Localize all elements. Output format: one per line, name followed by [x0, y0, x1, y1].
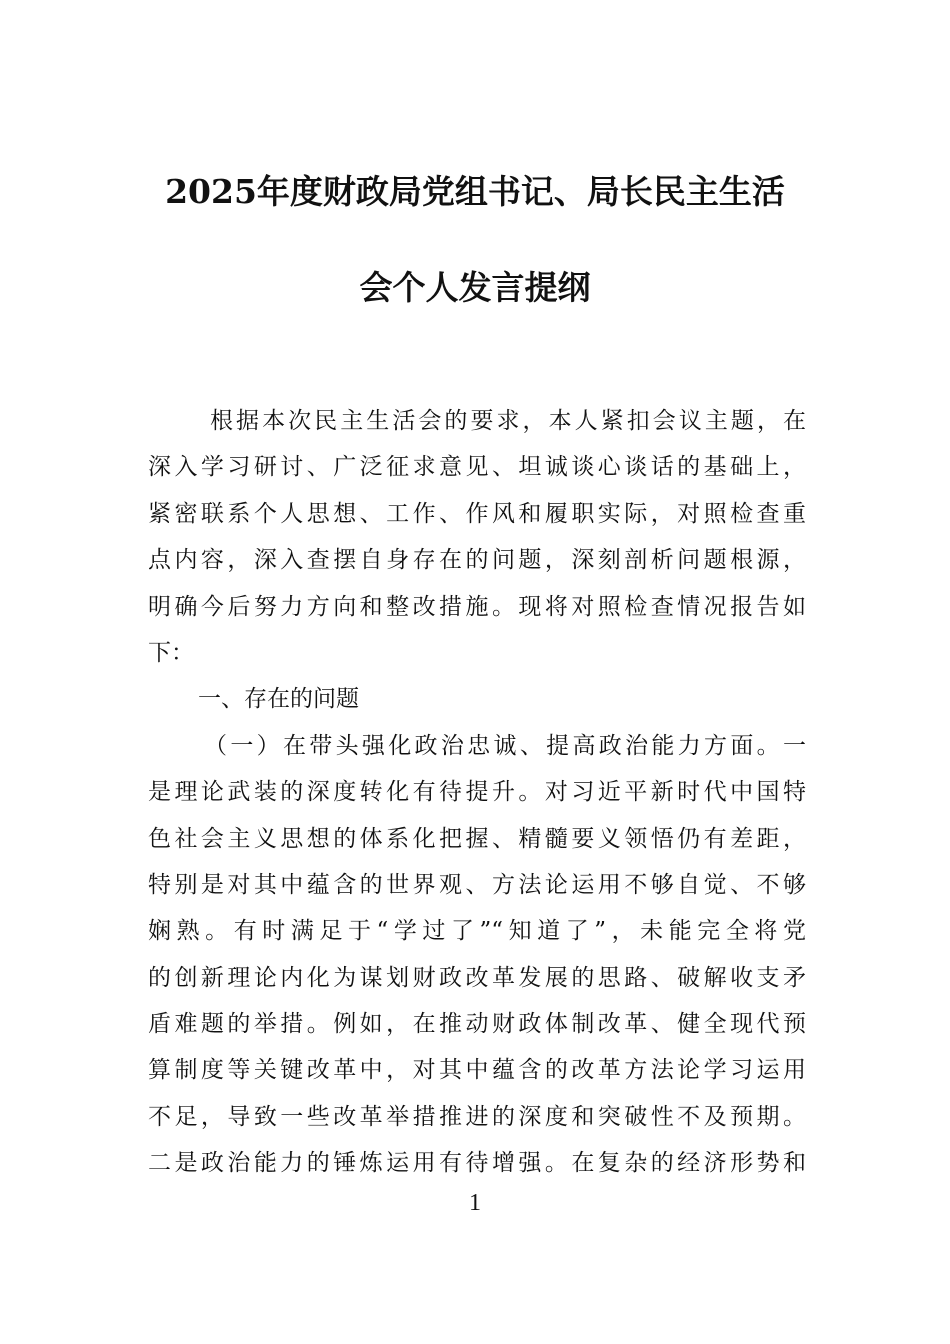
section-line: 算制度等关键改革中，对其中蕴含的改革方法论学习运用 — [148, 1057, 806, 1084]
document-title-line-2: 会个人发言提纲 — [359, 268, 591, 307]
section-line: 特别是对其中蕴含的世界观、方法论运用不够自觉、不够 — [148, 871, 806, 898]
page-number: 1 — [469, 1190, 481, 1216]
section-line: （一）在带头强化政治忠诚、提高政治能力方面。一 — [204, 732, 806, 759]
intro-line: 点内容，深入查摆自身存在的问题，深刻剖析问题根源， — [148, 547, 806, 574]
section-line: 不足，导致一些改革举措推进的深度和突破性不及预期。 — [148, 1103, 806, 1130]
document-body — [148, 398, 806, 1187]
section-line: 是理论武装的深度转化有待提升。对习近平新时代中国特 — [148, 779, 806, 806]
intro-line: 紧密联系个人思想、工作、作风和履职实际，对照检查重 — [148, 500, 806, 527]
intro-line: 深入学习研讨、广泛征求意见、坦诚谈心谈话的基础上， — [148, 454, 806, 481]
document-title-line-1: 2025年度财政局党组书记、局长民主生活 — [165, 172, 785, 211]
section-line: 盾难题的举措。例如，在推动财政体制改革、健全现代预 — [148, 1011, 806, 1038]
section-line: 二是政治能力的锤炼运用有待增强。在复杂的经济形势和 — [148, 1150, 806, 1177]
section-line: 娴熟。有时满足于“学过了”“知道了”，未能完全将党 — [148, 918, 806, 945]
section-line: 的创新理论内化为谋划财政改革发展的思路、破解收支矛 — [148, 964, 806, 991]
intro-line: 下： — [148, 639, 194, 666]
intro-line: 根据本次民主生活会的要求，本人紧扣会议主题，在 — [210, 408, 806, 434]
section-heading: 一、存在的问题 — [198, 686, 359, 713]
intro-line: 明确今后努力方向和整改措施。现将对照检查情况报告如 — [148, 593, 806, 620]
section-line: 色社会主义思想的体系化把握、精髓要义领悟仍有差距， — [148, 825, 806, 852]
